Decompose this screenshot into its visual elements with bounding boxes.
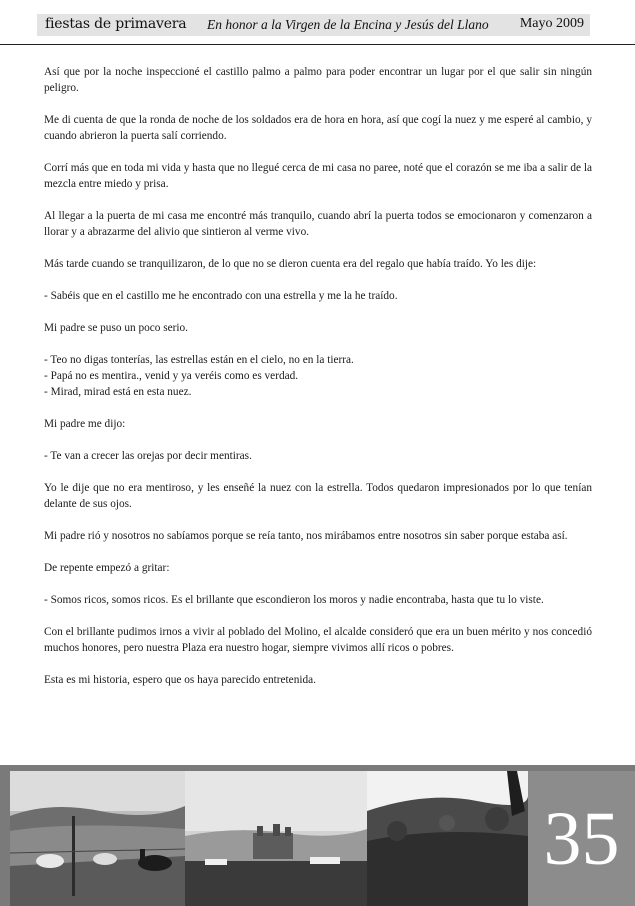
dialogue-line: - Te van a crecer las orejas por decir mentiras. [44, 450, 252, 462]
dialogue-line: - Papá no es mentira., venid y ya veréis como es verdad. [44, 370, 299, 382]
dialogue-line: - Mirad, mirad está en esta nuez. [44, 386, 192, 398]
paragraph: Al llegar a la puerta de mi casa me encontré más tranquilo, cuando abrí la puerta todos se emocionaron y comenzaron a llorar y a abrazarme del alivio que sintieron al verme vivo. [44, 210, 592, 238]
paragraph: Mi padre rió y nosotros no sabíamos porque se reía tanto, nos mirábamos entre nosotros sin saber porque estaba así. [44, 530, 568, 542]
dialogue-line: - Somos ricos, somos ricos. Es el brillante que escondieron los moros y nadie encontraba, hasta que tu lo viste. [44, 594, 544, 606]
article-body [44, 64, 592, 704]
dialogue-line: - Teo no digas tonterías, las estrellas están en el cielo, no en la tierra. [44, 354, 354, 366]
page-number: 35 [543, 797, 620, 881]
paragraph: Yo le dije que no era mentiroso, y les enseñé la nuez con la estrella. Todos quedaron impresionados por lo que tenían delante de sus ojos. [44, 482, 592, 510]
header-dedication: En honor a la Virgen de la Encina y Jesús del Llano [207, 17, 489, 32]
page-header [37, 14, 590, 36]
paragraph: Mi padre me dijo: [44, 418, 126, 430]
paragraph: Mi padre se puso un poco serio. [44, 322, 189, 334]
paragraph: Me di cuenta de que la ronda de noche de los soldados era de hora en hora, así que cogí la nuez y me esperé al cambio, y cuando abrieron la puerta salí corriendo. [44, 114, 592, 142]
horses-field-photo [10, 771, 185, 906]
paragraph: Con el brillante pudimos irnos a vivir al poblado del Molino, el alcalde consideró que era un buen mérito y nos concedió muchos honores, pero nuestra Plaza era nuestro hogar, siempre vivimos allí ricos o pobres. [44, 626, 592, 654]
publication-title: fiestas de primavera [45, 16, 187, 32]
dialogue-line: - Sabéis que en el castillo me he encontrado con una estrella y me la he traído. [44, 290, 398, 302]
paragraph: Corrí más que en toda mi vida y hasta que no llegué cerca de mi casa no paree, noté que el corazón se me iba a salir de la mezcla entre miedo y prisa. [44, 162, 592, 190]
paragraph: Esta es mi historia, espero que os haya parecido entretenida. [44, 674, 316, 686]
page-number-box [528, 771, 635, 906]
header-divider [0, 44, 635, 45]
paragraph: De repente empezó a gritar: [44, 562, 170, 574]
photo-strip [0, 765, 635, 906]
forest-hillside-photo [367, 771, 528, 906]
castle-landscape-photo [185, 771, 367, 906]
paragraph: Así que por la noche inspeccioné el castillo palmo a palmo para poder encontrar un lugar por el que salir sin ningún peligro. [44, 66, 592, 94]
paragraph: Más tarde cuando se tranquilizaron, de lo que no se dieron cuenta era del regalo que había traído. Yo les dije: [44, 258, 537, 270]
header-date: Mayo 2009 [519, 16, 584, 31]
